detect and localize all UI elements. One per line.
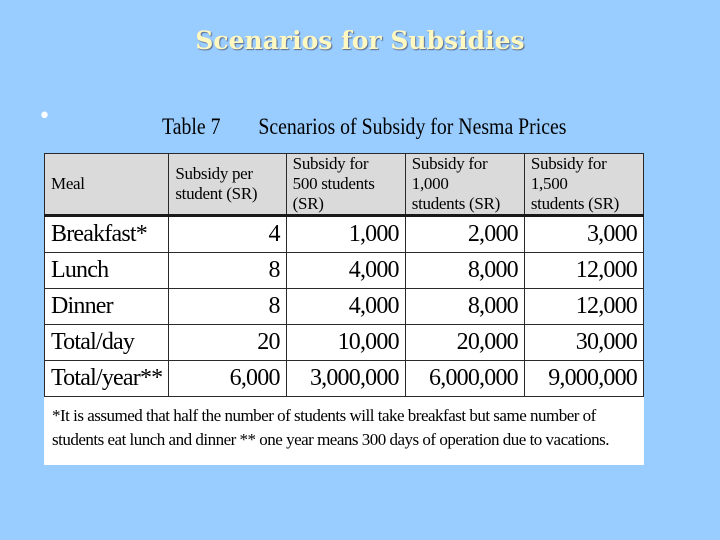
table-caption-number: Table 7 [162,114,221,139]
table-caption [162,114,567,140]
table-row [45,216,644,253]
cell-value: 8 [169,289,286,325]
cell-value: 2,000 [405,216,524,253]
cell-value: 20 [169,325,286,361]
header-per-student: Subsidy per student (SR) [169,154,286,216]
cell-value: 9,000,000 [524,361,643,397]
cell-value: 8,000 [405,253,524,289]
row-label: Breakfast* [45,216,169,253]
cell-value: 12,000 [524,289,643,325]
cell-value: 3,000,000 [286,361,405,397]
table-panel [44,153,644,465]
cell-value: 4,000 [286,253,405,289]
table-row [45,289,644,325]
table-header-row [45,154,644,216]
cell-value: 1,000 [286,216,405,253]
table-footnote: *It is assumed that half the number of students will take breakfast but same number of students eat lunch and dinner ** one year means 300 days of operation due to vacations. [52,406,609,449]
cell-value: 30,000 [524,325,643,361]
cell-value: 6,000,000 [405,361,524,397]
cell-value: 6,000 [169,361,286,397]
cell-value: 20,000 [405,325,524,361]
cell-value: 4,000 [286,289,405,325]
subsidy-table [44,153,644,397]
slide-title: Scenarios for Subsidies [195,26,525,55]
row-label: Total/day [45,325,169,361]
cell-value: 3,000 [524,216,643,253]
table-caption-title: Scenarios of Subsidy for Nesma Prices [258,114,567,139]
cell-value: 8,000 [405,289,524,325]
table-row [45,325,644,361]
row-label: Lunch [45,253,169,289]
cell-value: 10,000 [286,325,405,361]
header-meal: Meal [45,154,169,216]
header-1500-students: Subsidy for 1,500 students (SR) [524,154,643,216]
row-label: Dinner [45,289,169,325]
row-label: Total/year** [45,361,169,397]
header-500-students: Subsidy for 500 students (SR) [286,154,405,216]
table-row [45,361,644,397]
table-row [45,253,644,289]
header-1000-students: Subsidy for 1,000 students (SR) [405,154,524,216]
cell-value: 8 [169,253,286,289]
cell-value: 12,000 [524,253,643,289]
cell-value: 4 [169,216,286,253]
bullet-marker: • [38,104,51,129]
